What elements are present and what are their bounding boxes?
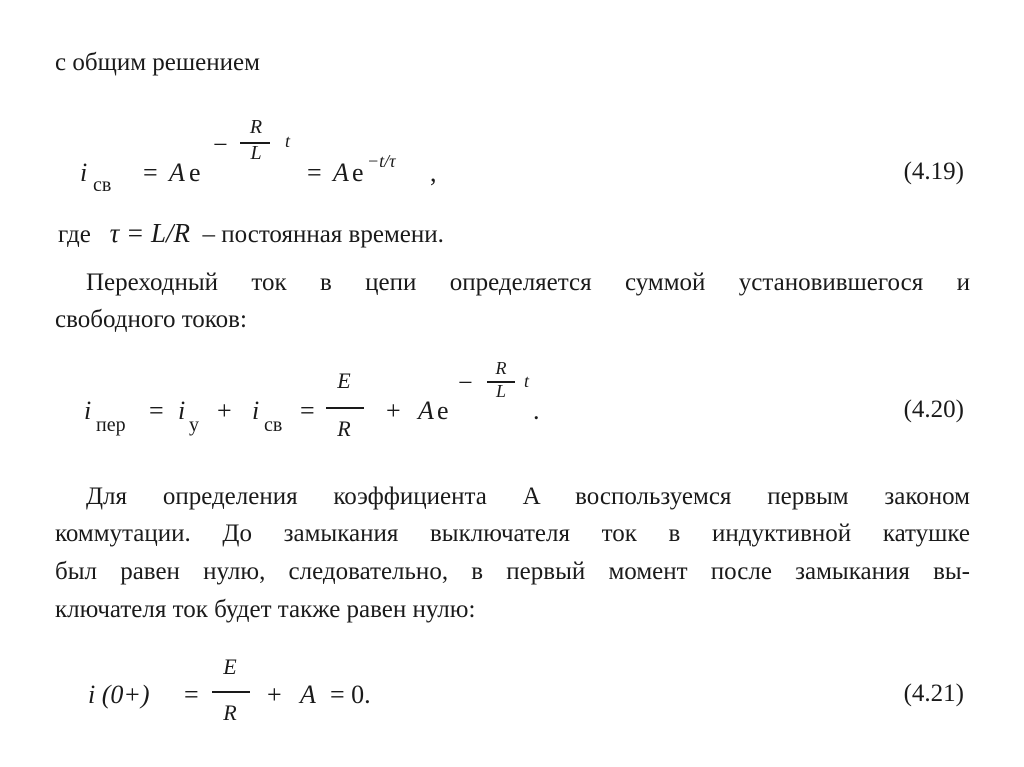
eq420-plus2: + xyxy=(386,396,401,425)
eq420-dot: . xyxy=(533,396,540,425)
para2-line-2: коммутации. До замыкания выключателя ток в индуктивной катушке xyxy=(55,520,970,547)
eq420-iy: i xyxy=(178,396,186,425)
eq420-lhs-sub: пер xyxy=(96,414,126,436)
equation-4-19 xyxy=(0,118,1024,198)
eq419-e2: e xyxy=(352,158,364,187)
equation-4-20 xyxy=(0,358,1024,446)
eq420-number: (4.20) xyxy=(903,396,964,423)
eq420-minus: − xyxy=(458,368,473,397)
eq420-eq: = xyxy=(149,396,164,425)
eq420-iy-sub: у xyxy=(189,414,199,436)
eq420-exp-num: R xyxy=(495,358,507,378)
para1-line-1: Переходный ток в цепи определяется суммой установившегося и xyxy=(86,269,970,296)
eq421-frac-den: R xyxy=(223,700,237,725)
eq421-rest: = 0. xyxy=(330,680,371,709)
eq419-t: t xyxy=(285,131,291,151)
eq419-frac-den: L xyxy=(250,142,262,164)
para2-line-3: был равен нулю, следовательно, в первый момент после замыкания вы- xyxy=(55,558,970,585)
eq420-isv-sub: св xyxy=(264,414,283,436)
eq419-eq2: = xyxy=(307,158,322,187)
eq420-t: t xyxy=(524,371,530,391)
eq420-frac-bar xyxy=(326,407,364,409)
eq421-A: A xyxy=(300,680,316,709)
eq420-plus: + xyxy=(217,396,232,425)
eq421-frac-bar xyxy=(212,691,250,693)
eq421-number: (4.21) xyxy=(903,680,964,707)
eq420-coef: A xyxy=(418,396,434,425)
equation-4-21 xyxy=(0,650,1024,730)
para2-line-1: Для определения коэффициента A воспользуемся первым законом xyxy=(86,483,970,510)
eq421-lhs: i (0+) xyxy=(88,680,150,709)
eq420-isv: i xyxy=(252,396,260,425)
eq421-frac-num: E xyxy=(223,654,237,679)
eq420-frac-num: E xyxy=(337,368,351,393)
where-line xyxy=(58,218,444,250)
para1-line-2: свободного токов: xyxy=(55,306,247,333)
eq419-number: (4.19) xyxy=(903,158,964,185)
where-prefix: где xyxy=(58,221,91,248)
eq420-e: e xyxy=(437,396,449,425)
eq419-lhs-sub: св xyxy=(93,174,112,196)
intro-text: с общим решением xyxy=(55,49,260,76)
para2-line-4: ключателя ток будет также равен нулю: xyxy=(55,596,476,623)
eq419-exp2: −t/τ xyxy=(367,151,396,171)
eq419-eq: = xyxy=(143,158,158,187)
eq419-coef: A xyxy=(169,158,185,187)
eq419-e: e xyxy=(189,158,201,187)
where-formula: τ = L/R xyxy=(109,218,190,248)
eq419-lhs-var: i xyxy=(80,158,88,187)
eq421-plus: + xyxy=(267,680,282,709)
where-text: – постоянная времени. xyxy=(202,221,444,248)
eq419-minus: − xyxy=(213,130,228,159)
eq420-frac-den: R xyxy=(337,416,351,441)
eq419-coef2: A xyxy=(333,158,349,187)
eq419-frac-num: R xyxy=(249,116,263,138)
eq419-comma: , xyxy=(430,158,437,187)
eq420-exp-den: L xyxy=(495,381,506,401)
eq420-lhs-var: i xyxy=(84,396,92,425)
eq421-eq: = xyxy=(184,680,199,709)
eq420-eq2: = xyxy=(300,396,315,425)
